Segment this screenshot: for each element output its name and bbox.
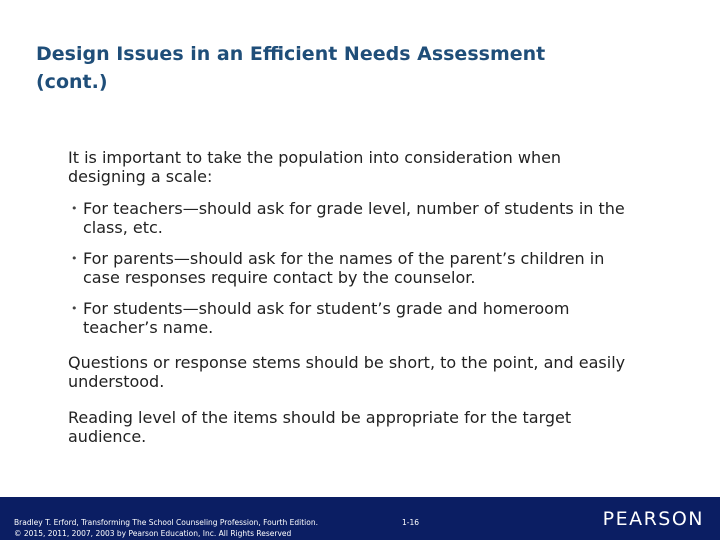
slide-title [36,40,676,96]
citation-line-1: Bradley T. Erford, Transforming The School Counseling Profession, Fourth Edition. [14,518,318,527]
bullet-item-students [68,299,708,337]
bullet-line-1: For parents—should ask for the names of the parent’s children in [83,249,605,268]
pearson-logo: PEARSON [602,508,704,530]
intro-paragraph [68,148,708,186]
reading-level-line-1: Reading level of the items should be appropriate for the target [68,408,572,427]
intro-line-2: designing a scale: [68,167,213,186]
footer-bar [0,497,720,540]
bullet-dot-icon: • [71,302,78,315]
bullet-line-2: class, etc. [83,218,163,237]
questions-paragraph [68,353,708,391]
footer-citation [14,517,354,539]
reading-level-line-2: audience. [68,427,147,446]
questions-line-2: understood. [68,372,165,391]
bullet-line-2: teacher’s name. [83,318,214,337]
bullet-line-1: For teachers—should ask for grade level, number of students in the [83,199,625,218]
bullet-list [68,199,708,337]
intro-line-1: It is important to take the population into consideration when [68,148,562,167]
citation-line-2: © 2015, 2011, 2007, 2003 by Pearson Education, Inc. All Rights Reserved [14,529,292,538]
slide-body [68,148,708,446]
bullet-dot-icon: • [71,202,78,215]
bullet-item-teachers [68,199,708,237]
bullet-dot-icon: • [71,252,78,265]
bullet-item-parents [68,249,708,287]
questions-line-1: Questions or response stems should be short, to the point, and easily [68,353,626,372]
reading-level-paragraph [68,408,708,446]
slide-title-line-2: (cont.) [36,71,108,93]
bullet-line-1: For students—should ask for student’s grade and homeroom [83,299,570,318]
bullet-line-2: case responses require contact by the counselor. [83,268,476,287]
page-number: 1-16 [402,518,420,527]
slide-title-line-1: Design Issues in an Efficient Needs Assessment [36,43,546,65]
